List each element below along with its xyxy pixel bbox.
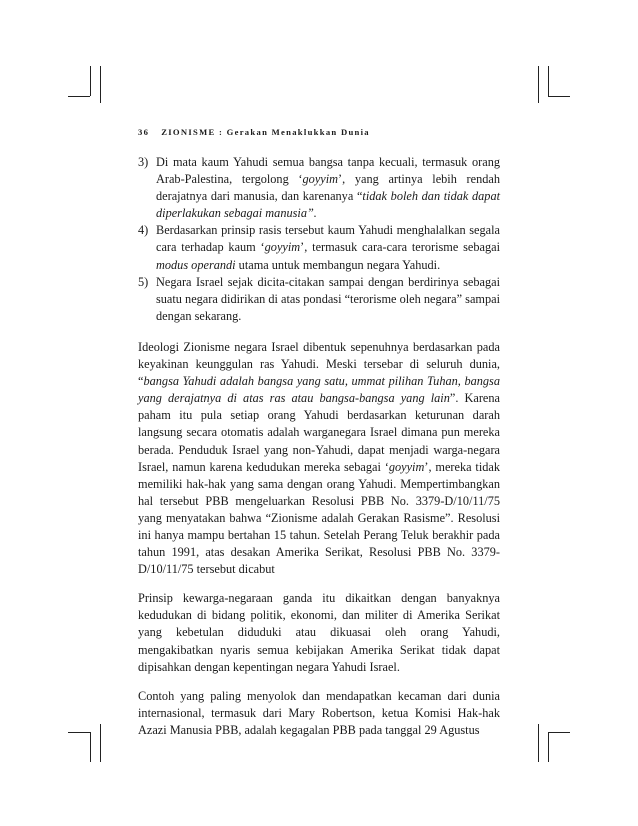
list-item-italic: goyyim (302, 172, 339, 187)
list-item-text: ’, yang artinya lebih rendah derajatnya dari manusia, dan karenanya “ (156, 172, 501, 204)
running-header (138, 127, 500, 137)
list-item (138, 222, 500, 273)
paragraph-text: Ideologi Zionisme negara Israel dibentuk sepenuhnya berdasarkan pada keyakinan keunggulan ras Yahudi. Meski tersebar di seluruh dunia, “ (138, 339, 500, 389)
list-item-number: 4) (138, 223, 149, 238)
paragraph-text: ”. Karena paham itu pula setiap orang Yahudi berdasarkan keturunan darah langsung secara otomatis adalah warganegara Israel dimana pun mereka berada. Penduduk Israel yang non-Yahudi, dapat menjadi warga-negara Israel, namun karena kedudukan mereka sebagai ‘ (138, 391, 500, 474)
page-body (138, 154, 500, 739)
crop-mark-bottom-right-v2 (538, 724, 539, 762)
running-title: ZIONISME : Gerakan Menaklukkan Dunia (161, 127, 370, 137)
page-number: 36 (138, 127, 150, 137)
list-item-text: Negara Israel sejak dicita-citakan sampai dengan berdirinya sebagai suatu negara didirikan di atas pondasi “terorisme oleh negara” sampai dengan sekarang. (156, 274, 500, 323)
paragraph-dual-citizenship: Prinsip kewarga-negaraan ganda itu dikaitkan dengan banyaknya kedudukan di bidang politik, ekonomi, dan militer di Amerika Serikat yang kebetulan diduduki atau dikuasai oleh orang Yahudi, mengakibatkan nyaris semua kebijakan Amerika Serikat tidak dapat dipisahkan dengan kepentingan negara Yahudi Israel. (138, 591, 500, 674)
paragraph-example: Contoh yang paling menyolok dan mendapatkan kecaman dari dunia internasional, termasuk dari Mary Robertson, ketua Komisi Hak-hak Azazi Manusia PBB, adalah kegagalan PBB pada tanggal 29 Agustus (138, 688, 500, 737)
paragraph-ideology (138, 339, 500, 578)
list-item-number: 3) (138, 155, 149, 169)
numbered-list (138, 154, 500, 325)
list-item-italic: tidak boleh dan tidak dapat diperlakukan sebagai manusia”. (156, 189, 501, 221)
list-item-number: 5) (138, 274, 149, 289)
crop-mark-top-left-v1 (90, 66, 91, 96)
crop-mark-top-right-v2 (538, 66, 539, 103)
list-item-text: Berdasarkan prinsip rasis tersebut kaum Yahudi menghalalkan segala cara terhadap kaum ‘ (156, 223, 500, 255)
paragraph-italic: bangsa Yahudi adalah bangsa yang satu, ummat pilihan Tuhan, bangsa yang derajatnya di atas ras atau bangsa-bangsa yang lain (138, 374, 500, 406)
crop-mark-top-left-v2 (100, 66, 101, 103)
list-item-italic: goyyim (264, 240, 301, 255)
crop-mark-bottom-right-v1 (548, 732, 549, 762)
list-item-text: ’, termasuk cara-cara terorisme sebagai (300, 240, 501, 255)
list-item-text: Di mata kaum Yahudi semua bangsa tanpa kecuali, termasuk orang Arab-Palestina, tergolong ‘ (156, 155, 500, 187)
list-item (138, 274, 500, 325)
crop-mark-bottom-right-h (548, 732, 570, 733)
list-item (138, 154, 500, 222)
paragraph-text: ’, mereka tidak memiliki hak-hak yang sama dengan orang Yahudi. Mempertimbangkan hal tersebut PBB mengeluarkan Resolusi PBB No. 3379-D/10/11/75 yang menyatakan bahwa “Zionisme adalah Gerakan Rasisme”. Resolusi ini hanya mampu bertahan 15 tahun. Setelah Perang Teluk berakhir pada tahun 1991, atas desakan Amerika Serikat, Resolusi PBB No. 3379-D/10/11/75 tersebut dicabut (138, 459, 501, 577)
crop-mark-bottom-left-v1 (90, 732, 91, 762)
crop-mark-bottom-left-h (68, 732, 90, 733)
crop-mark-top-left-h (68, 96, 90, 97)
paragraph-italic: goyyim (388, 459, 425, 474)
list-item-text: utama untuk membangun negara Yahudi. (235, 257, 441, 272)
crop-mark-bottom-left-v2 (100, 724, 101, 762)
crop-mark-top-right-h (548, 96, 570, 97)
crop-mark-top-right-v1 (548, 66, 549, 96)
list-item-italic: modus operandi (156, 257, 236, 272)
